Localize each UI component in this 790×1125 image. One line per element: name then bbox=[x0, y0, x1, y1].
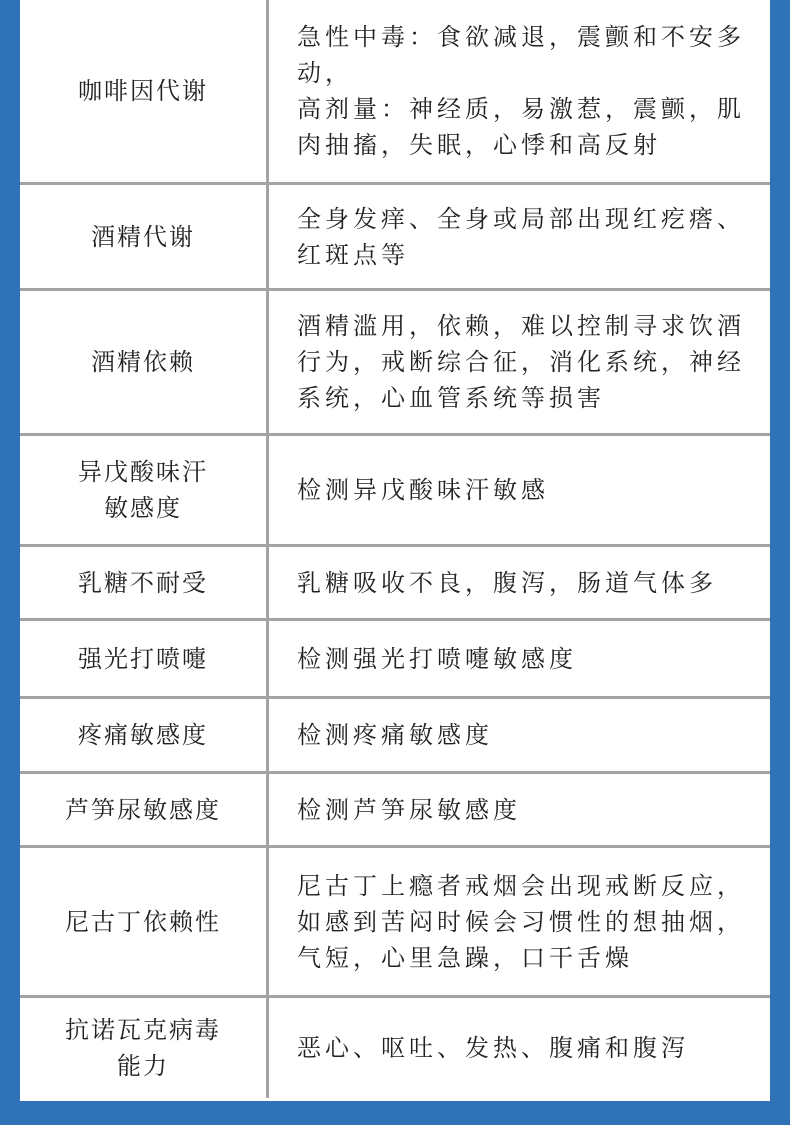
table-row bbox=[20, 291, 770, 436]
trait-description: 急性中毒：食欲减退，震颤和不安多动， 高剂量：神经质，易激惹，震颤，肌肉抽搐，失眠，心悸和高反射 bbox=[297, 23, 745, 159]
trait-name: 疼痛敏感度 bbox=[20, 699, 269, 771]
trait-name: 尼古丁依赖性 bbox=[20, 848, 269, 995]
trait-description: 乳糖吸收不良，腹泻，肠道气体多 bbox=[297, 568, 717, 597]
table-row bbox=[20, 621, 770, 699]
trait-name: 抗诺瓦克病毒 能力 bbox=[20, 998, 269, 1098]
table-row bbox=[20, 0, 770, 185]
trait-description: 尼古丁上瘾者戒烟会出现戒断反应，如感到苦闷时候会习惯性的想抽烟，气短，心里急躁，口干舌燥 bbox=[297, 871, 745, 972]
table-row bbox=[20, 699, 770, 774]
table-row bbox=[20, 998, 770, 1098]
table-row bbox=[20, 848, 770, 998]
trait-description: 恶心、呕吐、发热、腹痛和腹泻 bbox=[297, 1034, 689, 1062]
trait-description: 检测强光打喷嚏敏感度 bbox=[297, 644, 577, 673]
trait-name: 乳糖不耐受 bbox=[20, 547, 269, 618]
table-row bbox=[20, 436, 770, 547]
trait-name: 异戊酸味汗 敏感度 bbox=[20, 436, 269, 544]
table-row bbox=[20, 774, 770, 848]
trait-description: 检测异戊酸味汗敏感 bbox=[297, 476, 549, 504]
trait-description: 检测疼痛敏感度 bbox=[297, 721, 493, 749]
trait-name: 强光打喷嚏 bbox=[20, 621, 269, 696]
trait-name: 酒精代谢 bbox=[20, 185, 269, 288]
trait-name: 咖啡因代谢 bbox=[20, 0, 269, 182]
trait-description: 全身发痒、全身或局部出现红疙瘩、红斑点等 bbox=[297, 204, 745, 269]
trait-table bbox=[20, 0, 770, 1101]
table-row bbox=[20, 185, 770, 291]
trait-description: 检测芦笋尿敏感度 bbox=[297, 795, 521, 824]
trait-name: 芦笋尿敏感度 bbox=[20, 774, 269, 845]
table-row bbox=[20, 547, 770, 621]
trait-name: 酒精依赖 bbox=[20, 291, 269, 433]
trait-description: 酒精滥用，依赖，难以控制寻求饮酒行为，戒断综合征，消化系统，神经系统，心血管系统等损害 bbox=[297, 312, 745, 412]
